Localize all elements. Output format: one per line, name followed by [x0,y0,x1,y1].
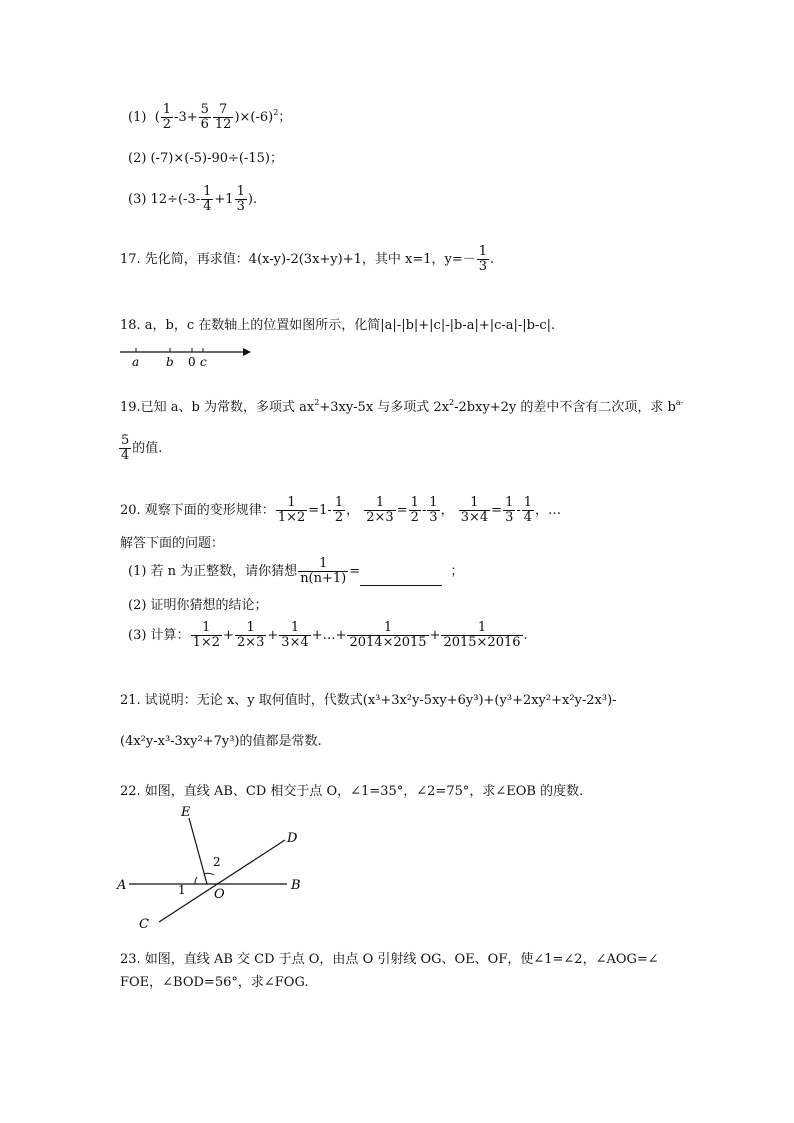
p16-item-3: (3) 12÷(-3- $\frac{1}{4}$ +1 $\frac{1}{3}$ ). [128,184,258,214]
fraction: $\frac{1}{2}$ [162,102,172,132]
fraction: $\frac{1}{n(n+1)}$ [300,556,347,586]
axis-label-b: b [166,355,174,369]
problem-23-line-2: FOE，∠BOD=56°，求∠FOG. [120,975,309,990]
problem-21-line-1: 21. 试说明：无论 x、y 取何值时，代数式(x³+3x²y-5xy+6y³)+(y³+2xy²+x²y-2x³)- [120,693,617,708]
line-CD [159,840,285,922]
fraction: $\frac{1}{2}$ [334,495,344,525]
problem-22: 22. 如图，直线 AB、CD 相交于点 O，∠1=35°，∠2=75°，求∠EOB 的度数. [120,784,584,799]
label-D: D [287,831,298,846]
problem-19-line-1: 19.已知 a、b 为常数，多项式 $ax^2+3xy-5x$ 与多项式 $2x^2-2bxy+2y$ 的差中不含有二次项，求 $b^{a-}$ [120,398,684,415]
fraction: $\frac{1}{2\times 3}$ [236,620,265,650]
fraction: $\frac{1}{1\times 2}$ [192,620,220,650]
fraction: $\frac{1}{3\times 4}$ [281,620,309,650]
fraction: $\frac{5}{4}$ [121,433,130,463]
fraction: $\frac{1}{2\times 3}$ [366,495,394,525]
axis-label-zero: 0 [188,355,196,369]
label-O: O [214,887,225,902]
problem-20-ask: 解答下面的问题： [120,536,225,551]
p16-item-2: (2) (-7)×(-5)-90÷(-15)； [128,151,283,166]
label-C: C [139,917,149,932]
number-line-figure [118,342,258,372]
fraction: $\frac{1}{2014\times 2015}$ [349,620,427,650]
fraction: $\frac{1}{3}$ [478,244,488,274]
fraction: $\frac{1}{3\times 4}$ [460,495,489,525]
fraction: $\frac{7}{12}$ [214,102,232,132]
angle-arc-2 [204,873,214,875]
label-B: B [291,878,301,893]
label-angle-1: 1 [178,883,186,897]
problem-20-q2: (2) 证明你猜想的结论； [128,598,268,613]
label-angle-2: 2 [213,855,221,869]
p16-item-1: (1) ( $\frac{1}{2}$ -3+ $\frac{5}{6}$ $\frac{7}{12}$ )$\times(-6)^2$； [128,102,292,132]
fraction: $\frac{1}{4}$ [523,495,533,525]
problem-18: 18. a，b，c 在数轴上的位置如图所示，化简|a|-|b|+|c|-|b-a|+|c-a|-|b-c|. [120,318,556,333]
label-E: E [181,805,191,820]
problem-19-line-2: $\frac{5}{4}$ 的值. [121,433,163,463]
label-A: A [117,878,127,893]
problem-20-q1: (1) 若 n 为正整数，请你猜想 $\frac{1}{n(n+1)}$ = ； [128,556,464,586]
axis-label-a: a [132,355,140,369]
problem-23-line-1: 23. 如图，直线 AB 交 CD 于点 O，由点 O 引射线 OG、OE、OF，使∠1=∠2，∠AOG=∠ [120,952,659,967]
fraction: $\frac{1}{3}$ [429,495,438,525]
problem-20-q3: (3) 计算： $\frac{1}{1\times 2}$ + $\frac{1}{2\times 3}$ + $\frac{1}{3\times 4}$ +…+ $\frac{1}{2014\times 2015}$ + $\frac{1}{2015\times 2016}$ . [128,620,528,650]
geometry-figure-22 [115,800,315,932]
answer-blank [360,573,442,586]
fraction: $\frac{1}{1\times 2}$ [277,495,306,525]
problem-21-line-2: (4x²y-x³-3xy²+7y³)的值都是常数. [120,734,322,749]
angle-arc-1 [195,877,197,884]
fraction: $\frac{1}{3}$ [236,184,245,214]
problem-20-rule: 20. 观察下面的变形规律： $\frac{1}{1\times 2}$ =1- $\frac{1}{2}$ ， $\frac{1}{2\times 3}$ = $\frac{1}{2}$ - $\frac{1}{3}$ ， $\frac{1}{3\times 4}$ = $\frac{1}{3}$ - $\frac{1}{4}$ ，… [120,495,562,525]
number-line-arrow [243,348,251,356]
fraction: $\frac{1}{2}$ [410,495,419,525]
fraction: $\frac{1}{4}$ [203,184,212,214]
fraction: $\frac{1}{2015\times 2016}$ [443,620,521,650]
problem-17: 17. 先化简，再求值：4(x-y)-2(3x+y)+1，其中 x=1，y=－ $\frac{1}{3}$ . [120,244,495,274]
axis-label-c: c [200,355,207,369]
fraction: $\frac{5}{6}$ [200,102,209,132]
fraction: $\frac{1}{3}$ [505,495,514,525]
